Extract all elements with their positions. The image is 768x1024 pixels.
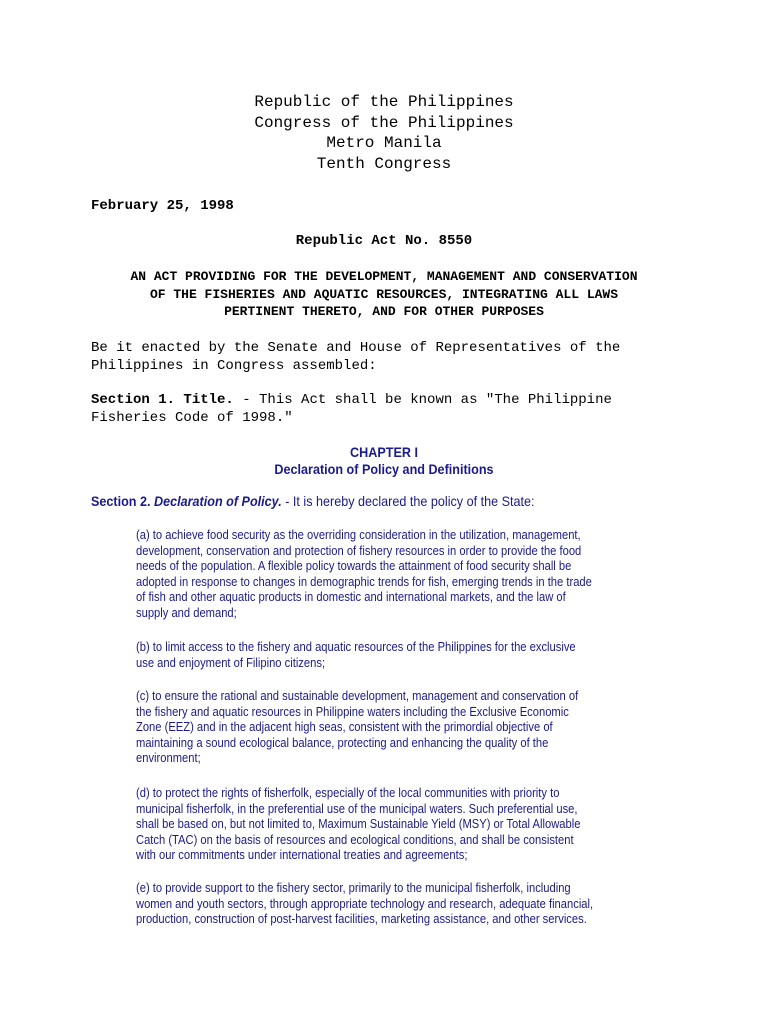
section-2-text: - It is hereby declared the policy of the State: bbox=[281, 493, 535, 509]
chapter-heading bbox=[0, 444, 768, 477]
policy-item-line: the fishery and aquatic resources in Philippine waters including the Exclusive Economic bbox=[136, 704, 569, 719]
policy-item-d bbox=[136, 786, 673, 864]
act-title-line: OF THE FISHERIES AND AQUATIC RESOURCES, INTEGRATING ALL LAWS bbox=[149, 286, 619, 302]
act-number: Republic Act No. 8550 bbox=[295, 233, 473, 249]
act-title-line: AN ACT PROVIDING FOR THE DEVELOPMENT, MANAGEMENT AND CONSERVATION bbox=[130, 269, 638, 284]
policy-item-e bbox=[136, 881, 673, 928]
enacting-clause bbox=[91, 339, 691, 375]
section-2-label: Section 2. bbox=[91, 493, 155, 509]
header-session: Tenth Congress bbox=[316, 154, 452, 173]
policy-item-line: (e) to provide support to the fishery sector, primarily to the municipal fisherfolk, including bbox=[136, 881, 571, 895]
policy-item-line: municipal fisherfolk, in the preferential use of the municipal waters. Such preferential use, bbox=[136, 801, 578, 816]
policy-item-line: (b) to limit access to the fishery and aquatic resources of the Philippines for the exclusive bbox=[136, 640, 576, 654]
header-congress: Congress of the Philippines bbox=[254, 113, 514, 132]
policy-item-line: shall be based on, but not limited to, Maximum Sustainable Yield (MSY) or Total Allowable bbox=[136, 817, 581, 832]
policy-item-b bbox=[136, 640, 673, 671]
act-title bbox=[80, 268, 688, 321]
policy-item-line: adopted in response to changes in demographic trends for fish, emerging trends in the trade bbox=[136, 574, 592, 589]
policy-item-line: development, conservation and protection of fishery resources in order to provide the food bbox=[136, 543, 582, 558]
document-date: February 25, 1998 bbox=[91, 198, 234, 214]
header-location: Metro Manila bbox=[326, 134, 442, 152]
policy-item-line: production, construction of post-harvest facilities, marketing assistance, and other services. bbox=[136, 912, 587, 927]
enacting-clause-line: Philippines in Congress assembled: bbox=[91, 358, 377, 374]
policy-item-line: Zone (EEZ) and in the adjacent high seas, consistent with the primordial objective of bbox=[136, 720, 553, 735]
section-1-text: - This Act shall be known as "The Philippine bbox=[233, 392, 612, 408]
header-republic: Republic of the Philippines bbox=[254, 93, 514, 111]
section-2 bbox=[91, 493, 649, 509]
policy-item-line: of fish and other aquatic products in domestic and international markets, and the law of bbox=[136, 590, 566, 605]
policy-item-line: with our commitments under international treaties and agreements; bbox=[136, 848, 468, 863]
policy-item-c bbox=[136, 689, 673, 767]
policy-item-line: use and enjoyment of Filipino citizens; bbox=[136, 655, 326, 670]
enacting-clause-line: Be it enacted by the Senate and House of Representatives of the bbox=[91, 340, 621, 356]
policy-item-line: (a) to achieve food security as the overriding consideration in the utilization, management, bbox=[136, 528, 581, 542]
act-title-line: PERTINENT THERETO, AND FOR OTHER PURPOSES bbox=[224, 304, 544, 319]
document-header bbox=[0, 92, 768, 174]
policy-item-a bbox=[136, 528, 673, 622]
policy-item-line: supply and demand; bbox=[136, 605, 237, 620]
policy-item-line: women and youth sectors, through appropriate technology and research, adequate financial, bbox=[136, 896, 594, 911]
policy-item-line: needs of the population. A flexible policy towards the attainment of food security shall be bbox=[136, 559, 572, 574]
section-2-title: Declaration of Policy. bbox=[154, 493, 282, 509]
chapter-title: Declaration of Policy and Definitions bbox=[274, 460, 494, 477]
policy-item-line: (c) to ensure the rational and sustainable development, management and conservation of bbox=[136, 689, 579, 703]
policy-item-line: environment; bbox=[136, 751, 201, 766]
policy-item-line: Catch (TAC) on the basis of resources and ecological conditions, and shall be consistent bbox=[136, 832, 574, 847]
section-1 bbox=[91, 391, 691, 427]
section-1-label: Section 1. Title. bbox=[91, 392, 234, 408]
policy-item-line: maintaining a sound ecological balance, protecting and enhancing the quality of the bbox=[136, 735, 549, 750]
section-1-text-continued: Fisheries Code of 1998." bbox=[91, 410, 293, 426]
chapter-number: CHAPTER I bbox=[350, 444, 418, 460]
policy-item-line: (d) to protect the rights of fisherfolk, especially of the local communities with priority to bbox=[136, 786, 560, 800]
